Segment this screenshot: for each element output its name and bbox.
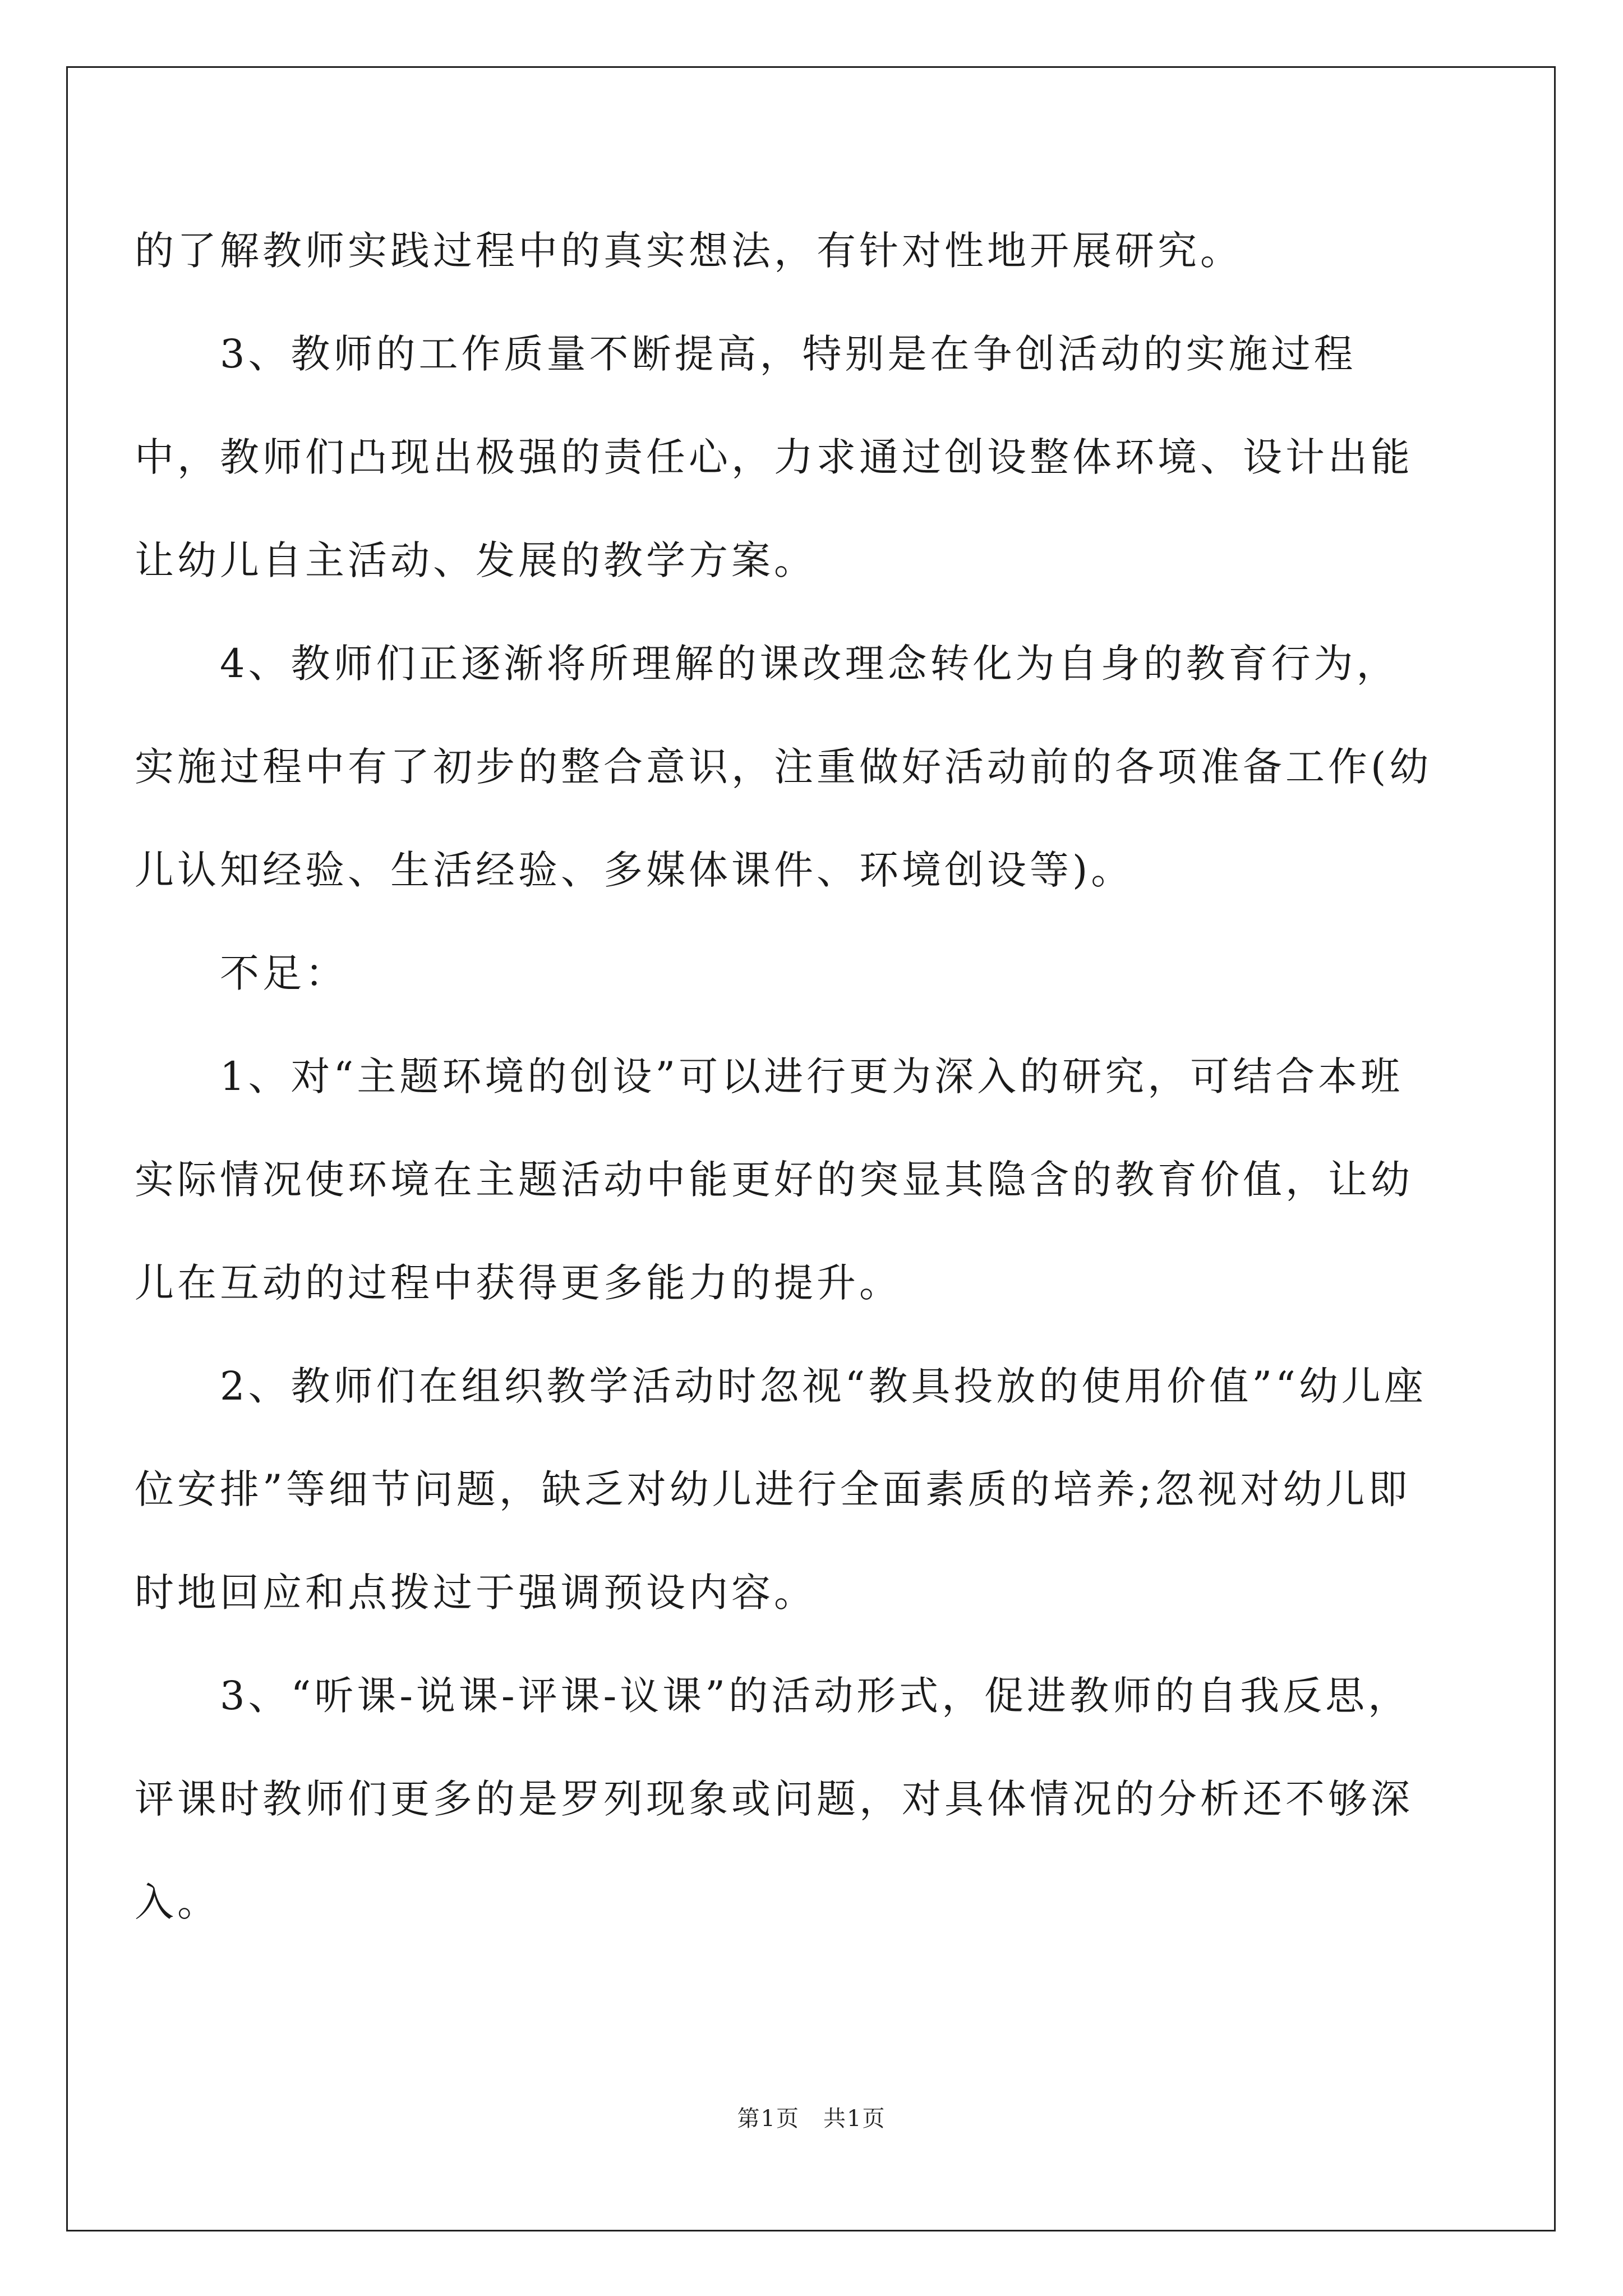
paragraph-1: 的了解教师实践过程中的真实想法，有针对性地开展研究。 <box>135 228 1243 274</box>
page-footer: 第1页 共1页 <box>737 2106 886 2132</box>
paragraph-5: 1、对“主题环境的创设”可以进行更为深入的研究，可结合本班实际情况使环境在主题活动中能更好的突显其隐含的教育价值，让幼儿在互动的过程中获得更多能力的提升。 <box>135 1053 1413 1306</box>
paragraph-7: 3、“听课-说课-评课-议课”的活动形式，促进教师的自我反思，评课时教师们更多的是罗列现象或问题，对具体情况的分析还不够深入。 <box>135 1673 1413 1925</box>
paragraph-4: 不足： <box>135 950 348 996</box>
document-body <box>135 199 1436 1954</box>
paragraph-3: 4、教师们正逐渐将所理解的课改理念转化为自身的教育行为，实施过程中有了初步的整合意识，注重做好活动前的各项准备工作(幼儿认知经验、生活经验、多媒体课件、环境创设等)。 <box>135 641 1432 893</box>
paragraph-2: 3、教师的工作质量不断提高，特别是在争创活动的实施过程中，教师们凸现出极强的责任心，力求通过创设整体环境、设计出能让幼儿自主活动、发展的教学方案。 <box>135 331 1413 583</box>
paragraph-6: 2、教师们在组织教学活动时忽视“教具投放的使用价值”“幼儿座位安排”等细节问题，缺乏对幼儿进行全面素质的培养;忽视对幼儿即时地回应和点拨过于强调预设内容。 <box>135 1363 1427 1616</box>
